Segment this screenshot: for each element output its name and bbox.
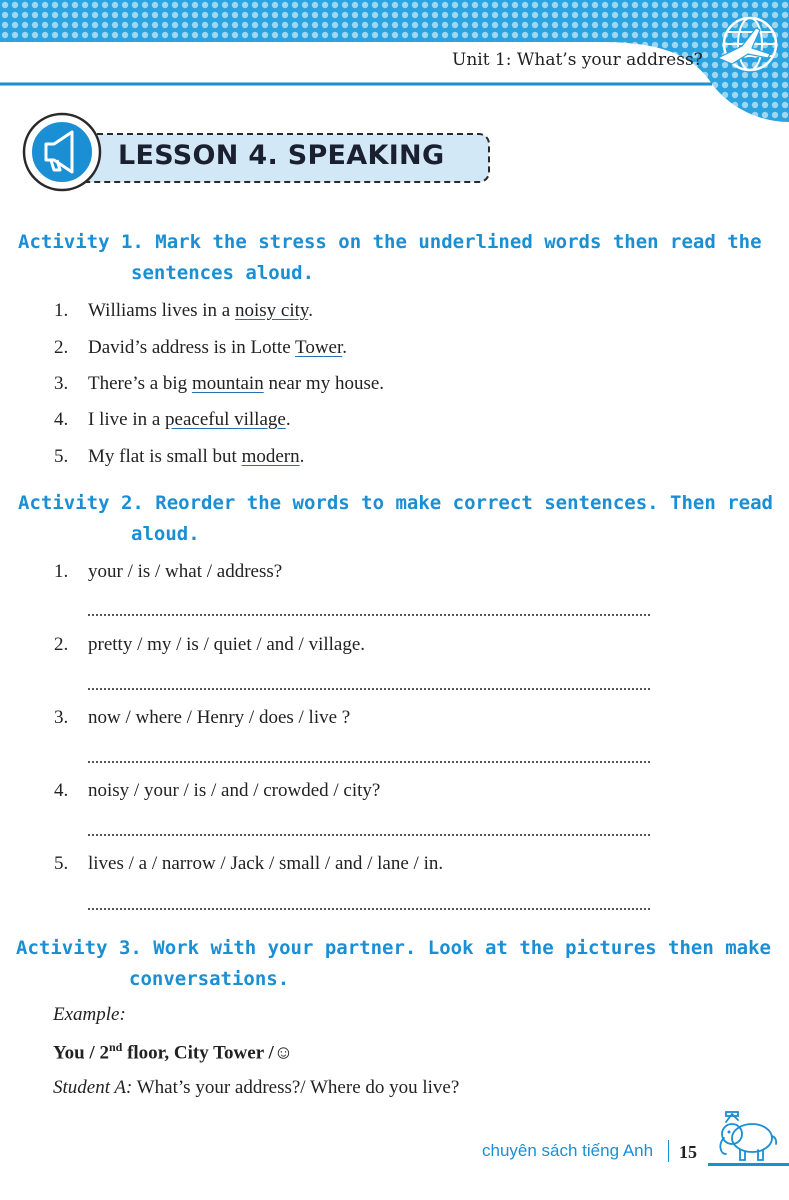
activity-2-heading-line1: Activity 2. Reorder the words to make correct sentences. Then read: [18, 492, 773, 514]
student-line: [53, 1077, 459, 1099]
example-prompt: [53, 1040, 293, 1064]
answer-line[interactable]: [88, 612, 650, 616]
unit-title: Unit 1: What’s your address?: [452, 50, 703, 70]
globe-airplane-icon: [712, 8, 784, 80]
item-text: now / where / Henry / does / live ?: [88, 707, 351, 728]
item-punct: near my house.: [263, 373, 385, 394]
footer-brand: chuyên sách tiếng Anh: [482, 1141, 654, 1160]
item-number: 2.: [54, 337, 69, 358]
answer-line[interactable]: [88, 759, 650, 763]
item-text: pretty / my / is / quiet / and / village.: [88, 634, 366, 655]
answer-line[interactable]: [88, 686, 650, 690]
item-punct: .: [285, 409, 291, 430]
item-number: 1.: [54, 300, 69, 321]
page-number: 15: [679, 1142, 697, 1162]
prompt-text-rest: floor, City Tower /☺: [122, 1042, 294, 1064]
item-punct: .: [299, 446, 305, 467]
activity-3-heading-line2: conversations.: [129, 968, 290, 990]
item-text: lives / a / narrow / Jack / small / and / lane / in.: [88, 853, 444, 874]
footer-divider: [668, 1140, 669, 1162]
prompt-text: You / 2: [53, 1042, 109, 1064]
item-text: There’s a big: [88, 373, 192, 394]
item-number: 2.: [54, 634, 69, 655]
item-text: Williams lives in a: [88, 300, 235, 321]
prompt-superscript: nd: [108, 1040, 123, 1054]
activity-2-heading-line2: aloud.: [131, 523, 200, 545]
item-number: 1.: [54, 561, 69, 582]
underlined-word: Tower: [295, 337, 343, 358]
elephant-mascot-icon: [714, 1108, 780, 1166]
item-number: 5.: [54, 446, 69, 467]
answer-line[interactable]: [88, 906, 650, 910]
example-label: Example:: [53, 1004, 126, 1025]
item-punct: .: [308, 300, 313, 321]
answer-line[interactable]: [88, 832, 650, 836]
underlined-word: mountain: [191, 373, 264, 394]
item-number: 5.: [54, 853, 69, 874]
item-punct: .: [342, 337, 348, 358]
student-text: What’s your address?/ Where do you live?: [132, 1077, 460, 1098]
item-number: 3.: [54, 373, 69, 394]
activity-3-heading: [16, 933, 771, 995]
item-text: I live in a: [88, 409, 166, 430]
underlined-word: noisy city: [235, 300, 309, 321]
underlined-word: peaceful village: [165, 409, 286, 430]
item-number: 4.: [54, 780, 69, 801]
activity-3-heading-line1: Activity 3. Work with your partner. Look at the pictures then make: [16, 937, 771, 959]
underlined-word: modern: [241, 446, 300, 467]
item-text: your / is / what / address?: [88, 561, 283, 582]
student-label: Student A:: [53, 1077, 133, 1098]
item-text: noisy / your / is / and / crowded / city?: [88, 780, 381, 801]
activity-1-heading-line1: Activity 1. Mark the stress on the underlined words then read the: [18, 231, 762, 253]
item-text: My flat is small but: [88, 446, 242, 467]
item-number: 3.: [54, 707, 69, 728]
item-number: 4.: [54, 409, 69, 430]
lesson-title: LESSON 4. SPEAKING: [118, 140, 445, 171]
activity-1-heading: [18, 227, 762, 289]
activity-2-heading: [18, 488, 773, 550]
activity-1-heading-line2: sentences aloud.: [131, 262, 315, 284]
item-text: David’s address is in Lotte: [88, 337, 296, 358]
